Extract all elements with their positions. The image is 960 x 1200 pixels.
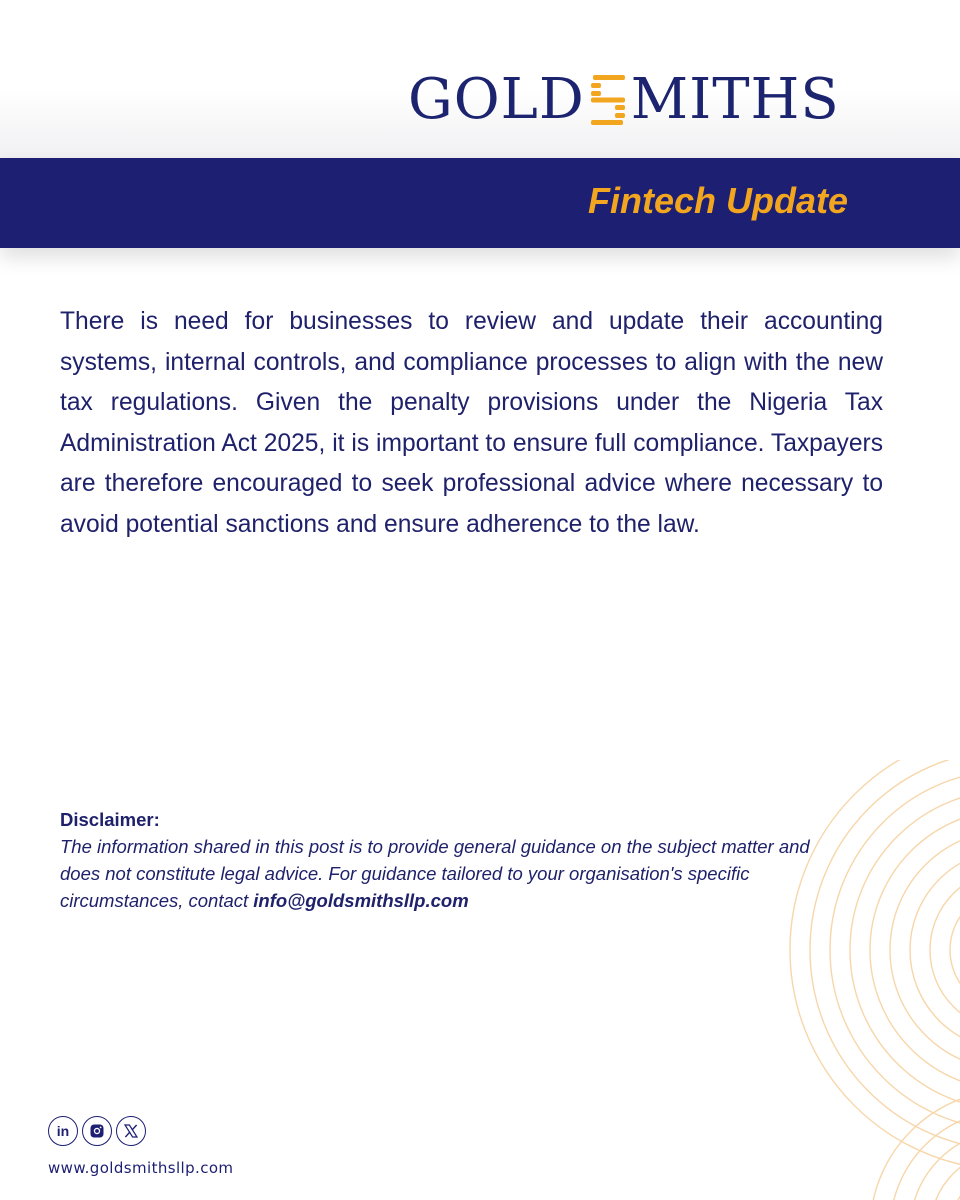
x-button[interactable]: [116, 1116, 146, 1146]
x-icon: [123, 1123, 139, 1139]
goldsmiths-logo: [408, 68, 840, 132]
website-url[interactable]: www.goldsmithsllp.com: [48, 1159, 234, 1177]
linkedin-button[interactable]: [48, 1116, 78, 1146]
decorative-arcs: [750, 760, 960, 1200]
disclaimer-email-link[interactable]: info@goldsmithsllp.com: [253, 890, 469, 911]
disclaimer-text: [60, 833, 820, 914]
logo-text-gold: GOLD: [408, 67, 585, 132]
title-banner: [0, 158, 960, 248]
disclaimer-body: The information shared in this post is to provide general guidance on the subject matter and does not constitute legal advice. For guidance tailored to your organisation's specific circumstances, contact: [60, 836, 810, 911]
instagram-button[interactable]: [82, 1116, 112, 1146]
linkedin-icon: in: [56, 1123, 70, 1139]
logo-s-mark-icon: [587, 72, 629, 128]
main-paragraph: There is need for businesses to review and update their accounting systems, internal controls, and compliance processes to align with the new tax regulations. Given the penalty provisions under the Nigeria Tax Administration Act 2025, it is important to ensure full compliance. Taxpayers are therefore encouraged to seek professional advice where necessary to avoid potential sanctions and ensure adherence to the law.: [60, 308, 883, 538]
disclaimer-heading: Disclaimer:: [60, 809, 160, 830]
disclaimer-section: [60, 806, 820, 914]
banner-title: Fintech Update: [587, 180, 848, 221]
social-links: [48, 1116, 146, 1146]
instagram-icon: [89, 1123, 105, 1139]
logo-text-miths: MITHS: [630, 67, 840, 132]
